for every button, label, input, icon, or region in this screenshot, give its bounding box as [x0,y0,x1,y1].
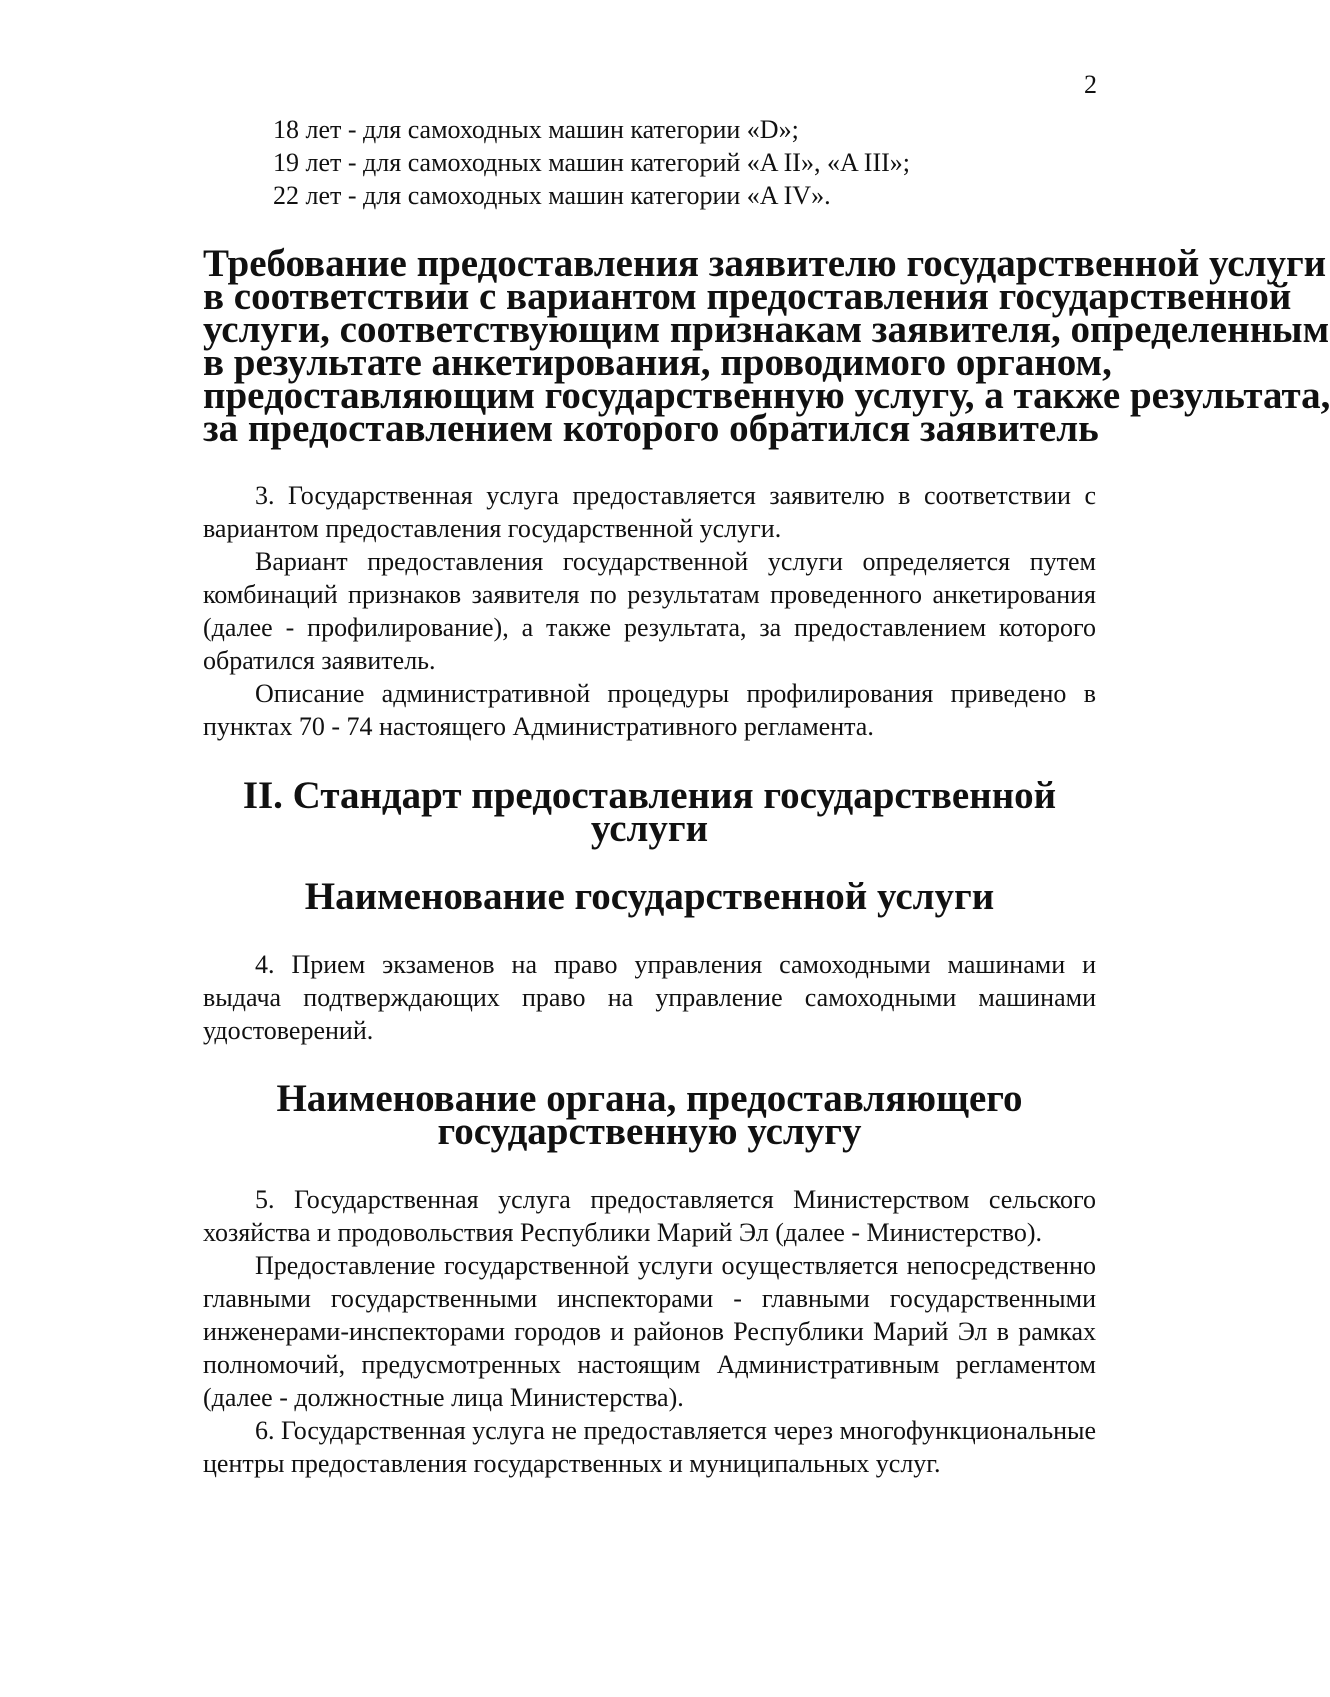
heading-line: в результате анкетирования, проводимого органом, [203,341,1112,384]
spacer [203,445,1096,479]
heading-line: за предоставлением которого обратился заявитель [203,407,1099,450]
paragraph-5: 5. Государственная услуга предоставляется Министерством сельского хозяйства и продовольствия Республики Марий Эл (далее - Министерство). [203,1185,1096,1247]
spacer [203,913,1096,948]
age-requirement-item: 19 лет - для самоходных машин категорий «A II», «A III»; [273,148,910,177]
paragraph-6: 6. Государственная услуга не предоставляется через многофункциональные центры предоставления государственных и муниципальных услуг. [203,1416,1096,1478]
paragraph-officials: Предоставление государственной услуги осуществляется непосредственно главными государственными инспекторами - главными государственными инженерами-инспекторами городов и районов Республики Марий Эл в рамках полномочий, предусмотренных настоящим Административным регламентом (далее - должностные лица Министерства). [203,1251,1096,1412]
paragraph-3: 3. Государственная услуга предоставляется заявителю в соответствии с вариантом предоставления государственной услуги. [203,481,1096,543]
heading-line: Требование предоставления заявителю государственной услуги [203,242,1327,285]
section-heading-service-name: Наименование государственной услуги [304,875,995,918]
page-number: 2 [1084,70,1097,99]
heading-line: в соответствии с вариантом предоставления государственной [203,275,1292,318]
heading-line: услуги, соответствующим признакам заявителя, определенным [203,308,1330,351]
section-heading-standard: II. Стандарт предоставления государственной услуги [242,774,1057,850]
document-body [203,113,1330,1480]
age-requirement-item: 22 лет - для самоходных машин категории «A IV». [273,181,831,210]
section-heading-requirement [203,242,1330,450]
paragraph-profiling: Описание административной процедуры профилирования приведено в пунктах 70 - 74 настоящего Административного регламента. [203,679,1096,741]
paragraph-4: 4. Прием экзаменов на право управления самоходными машинами и выдача подтверждающих право на управление самоходными машинами удостоверений. [203,950,1096,1045]
age-requirement-item: 18 лет - для самоходных машин категории «D»; [273,115,799,144]
heading-line: предоставляющим государственную услугу, а также результата, [203,374,1330,417]
section-heading-authority: Наименование органа, предоставляющего государственную услугу [276,1077,1023,1153]
paragraph-variant: Вариант предоставления государственной услуги определяется путем комбинаций признаков заявителя по результатам проведенного анкетирования (далее - профилирование), а также результата, за предоставлением которого обратился заявитель. [203,547,1096,675]
spacer [203,1148,1096,1183]
